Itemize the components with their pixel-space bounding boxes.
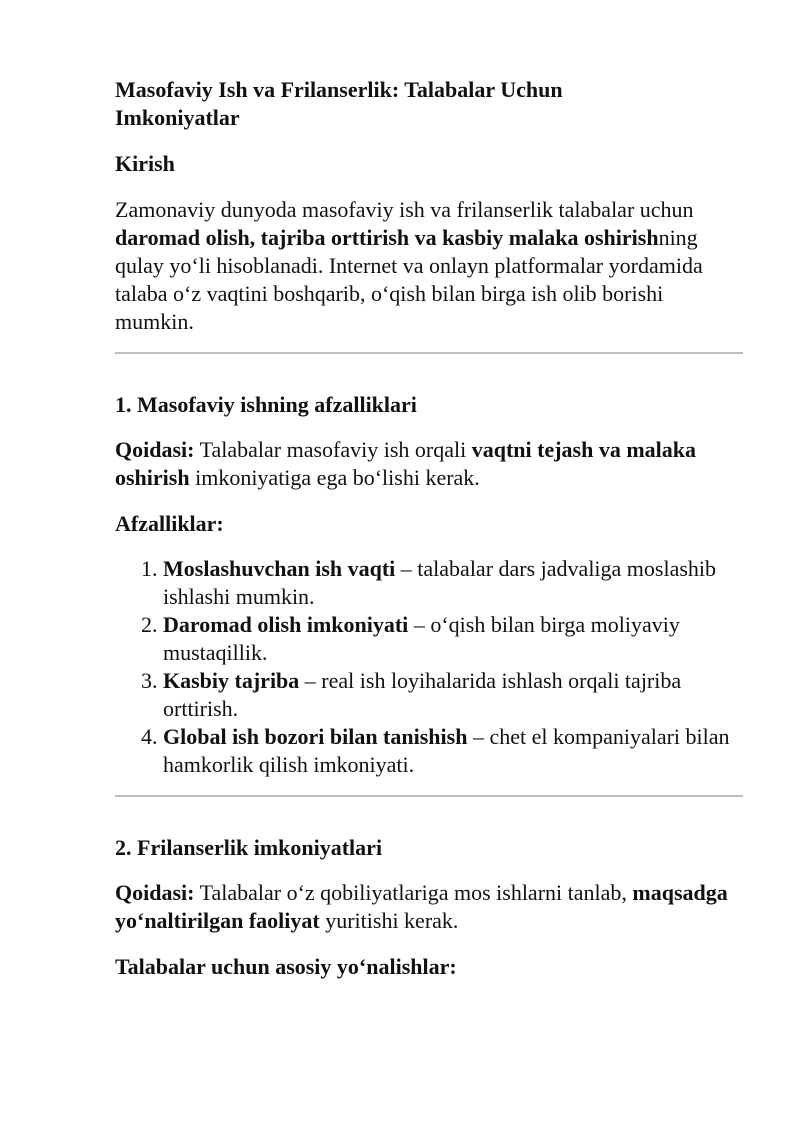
benefit-text: – talabalar dars jadvaliga moslashib ishlashi mumkin.: [163, 556, 717, 609]
section2-rule-label: Qoidasi:: [115, 880, 195, 905]
benefit-title: Daromad olish imkoniyati: [163, 612, 409, 637]
list-item: [163, 611, 743, 667]
section2-rule-bold: maqsadga yo‘naltirilgan faoliyat: [115, 880, 728, 933]
section1-rule-text-start: Talabalar masofaviy ish orqali: [194, 437, 472, 462]
benefit-text: – chet el kompaniyalari bilan hamkorlik qilish imkoniyati.: [163, 724, 730, 777]
section1-rule-text-end: imkoniyatiga ega bo‘lishi kerak.: [189, 465, 480, 490]
section-divider: [115, 352, 743, 354]
benefit-text: – real ish loyihalarida ishlash orqali tajriba orttirish.: [163, 668, 682, 721]
list-item: [163, 667, 743, 723]
benefit-title: Global ish bozori bilan tanishish: [163, 724, 468, 749]
benefit-title: Kasbiy tajriba: [163, 668, 300, 693]
intro-bold-phrase: daromad olish, tajriba orttirish va kasbiy malaka oshirish: [115, 225, 659, 250]
section2-rule: [115, 879, 743, 935]
section1-rule: [115, 436, 743, 492]
section1-rule-bold: vaqtni tejash va malaka oshirish: [115, 437, 697, 490]
intro-paragraph: [115, 196, 743, 336]
section-divider: [115, 795, 743, 797]
intro-text-start: Zamonaviy dunyoda masofaviy ish va frilanserlik talabalar uchun: [115, 197, 694, 222]
section2-heading: 2. Frilanserlik imkoniyatlari: [115, 835, 383, 860]
benefit-title: Moslashuvchan ish vaqti: [163, 556, 396, 581]
section1-rule-label: Qoidasi:: [115, 437, 195, 462]
document-title: Masofaviy Ish va Frilanserlik: Talabalar Uchun Imkoniyatlar: [115, 77, 563, 130]
directions-heading: Talabalar uchun asosiy yo‘nalishlar:: [115, 954, 457, 979]
intro-heading: Kirish: [115, 151, 175, 176]
intro-text-end: ning qulay yo‘li hisoblanadi. Internet va onlayn platformalar yordamida talaba o‘z vaqtini boshqarib, o‘qish bilan birga ish olib borishi mumkin.: [115, 225, 703, 334]
list-item: [163, 723, 743, 779]
document-page: [115, 76, 743, 981]
section1-heading: 1. Masofaviy ishning afzalliklari: [115, 392, 417, 417]
benefits-list: [115, 555, 743, 779]
section2-rule-text-end: yuritishi kerak.: [319, 908, 459, 933]
benefit-text: – o‘qish bilan birga moliyaviy mustaqillik.: [163, 612, 680, 665]
benefits-heading: Afzalliklar:: [115, 511, 224, 536]
list-item: [163, 555, 743, 611]
section2-rule-text-start: Talabalar o‘z qobiliyatlariga mos ishlarni tanlab,: [194, 880, 633, 905]
